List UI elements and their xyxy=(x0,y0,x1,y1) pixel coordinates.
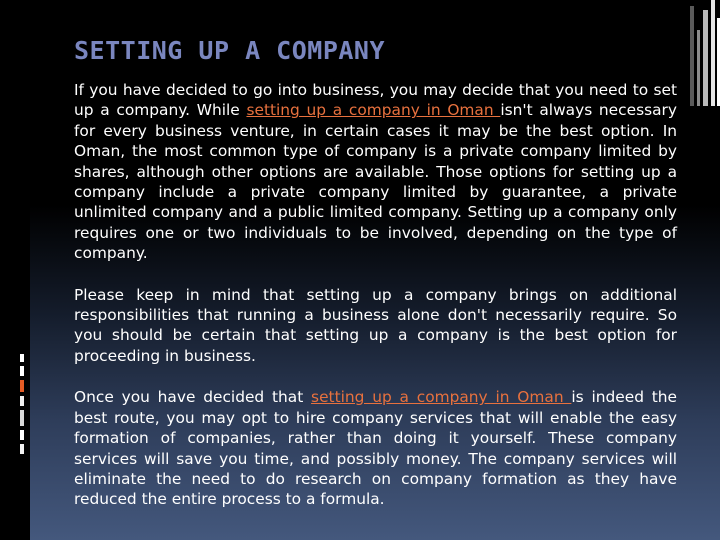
left-stripes-decoration xyxy=(20,354,28,454)
top-right-stripes-decoration xyxy=(690,0,720,108)
oman-company-link[interactable]: setting up a company in Oman xyxy=(246,101,501,120)
stripe xyxy=(20,354,24,362)
stripe xyxy=(697,30,700,106)
paragraph-company-services xyxy=(74,387,677,509)
left-sidebar-strip xyxy=(0,0,30,540)
stripe xyxy=(20,410,24,426)
stripe xyxy=(20,396,24,406)
stripe xyxy=(20,366,24,376)
slide-title: SETTING UP A COMPANY xyxy=(74,36,386,65)
stripe-accent xyxy=(20,380,24,392)
stripe xyxy=(703,10,708,106)
stripe xyxy=(711,0,715,106)
oman-company-link[interactable]: setting up a company in Oman xyxy=(311,388,572,407)
paragraph-text: isn't always necessary for every business venture, in certain cases it may be the best option. In Oman, the most common type of company is a private company limited by shares, although other options are available. Those options for setting up a company include a private company limited by guarantee, a private unlimited company and a public limited company. Setting up a company only requires one or two individuals to be involved, depending on the type of company. xyxy=(74,101,677,263)
stripe xyxy=(20,430,24,440)
paragraph-text: Once you have decided that xyxy=(74,388,312,407)
paragraph-intro xyxy=(74,80,677,264)
paragraph-responsibilities: Please keep in mind that setting up a company brings on additional responsibilities that running a business alone don't necessarily require. So you should be certain that setting up a company is the best option for proceeding in business. xyxy=(74,285,677,365)
stripe xyxy=(690,6,694,106)
slide-body xyxy=(74,80,677,531)
paragraph-text: If you have decided to go into business, you may decide that you need to set up a company. While xyxy=(74,81,677,120)
stripe xyxy=(20,444,24,454)
paragraph-text: is indeed the best route, you may opt to hire company services that will enable the easy formation of companies, rather than doing it yourself. These company services will save you time, and possibly money. The company services will eliminate the need to do research on company formation as they have reduced the entire process to a formula. xyxy=(74,388,678,509)
